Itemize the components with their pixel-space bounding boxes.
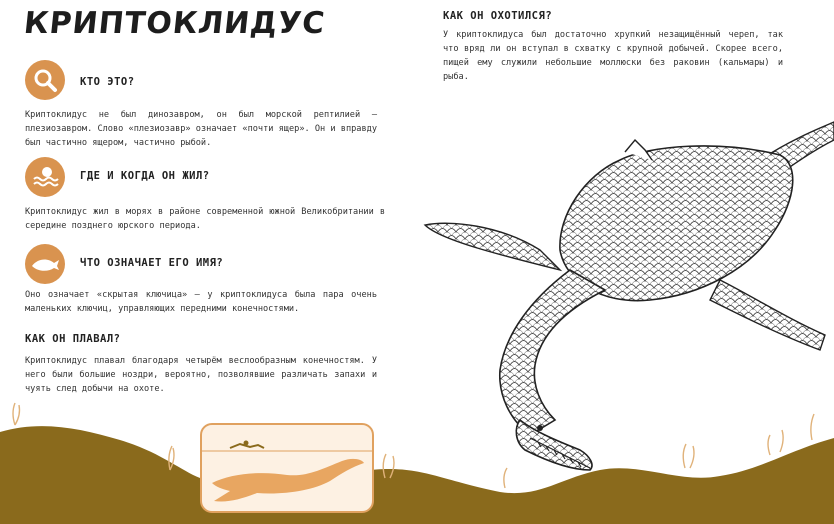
section-heading-who: КТО ЭТО? (80, 76, 135, 88)
section-text-swim: Криптоклидус плавал благодаря четырём веслообразным конечностям. У него были большие ноздри, вероятно, позволявшие различать запахи и чуять след добычи на охоте. (25, 356, 377, 394)
section-text-who: Криптоклидус не был динозавром, он был морской рептилией – плезиозавром. Слово «плезиозавр» означает «почти ящер». Он и вправду был частично ящером, частично рыбой. (25, 110, 377, 148)
section-heading-swim: КАК ОН ПЛАВАЛ? (25, 333, 121, 345)
section-heading-name: ЧТО ОЗНАЧАЕТ ЕГО ИМЯ? (80, 257, 224, 269)
size-comparison-inset (200, 423, 374, 513)
page-title: КРИПТОКЛИДУС (22, 6, 327, 41)
section-heading-where: ГДЕ И КОГДА ОН ЖИЛ? (80, 170, 210, 182)
section-text-hunt: У криптоклидуса был достаточно хрупкий незащищённый череп, так что вряд ли он вступал в схватку с крупной добычей. Скорее всего, пищей ему служили небольшие моллюски без раковин (кальмары) и рыба. (443, 30, 783, 82)
section-heading-hunt: КАК ОН ОХОТИЛСЯ? (443, 10, 553, 22)
section-text-where: Криптоклидус жил в морях в районе современной южной Великобритании в середине позднего юрского периода. (25, 207, 385, 231)
section-text-name: Оно означает «скрытая ключица» – у криптоклидуса была пара очень маленьких ключиц, управляющих передними конечностями. (25, 290, 377, 314)
